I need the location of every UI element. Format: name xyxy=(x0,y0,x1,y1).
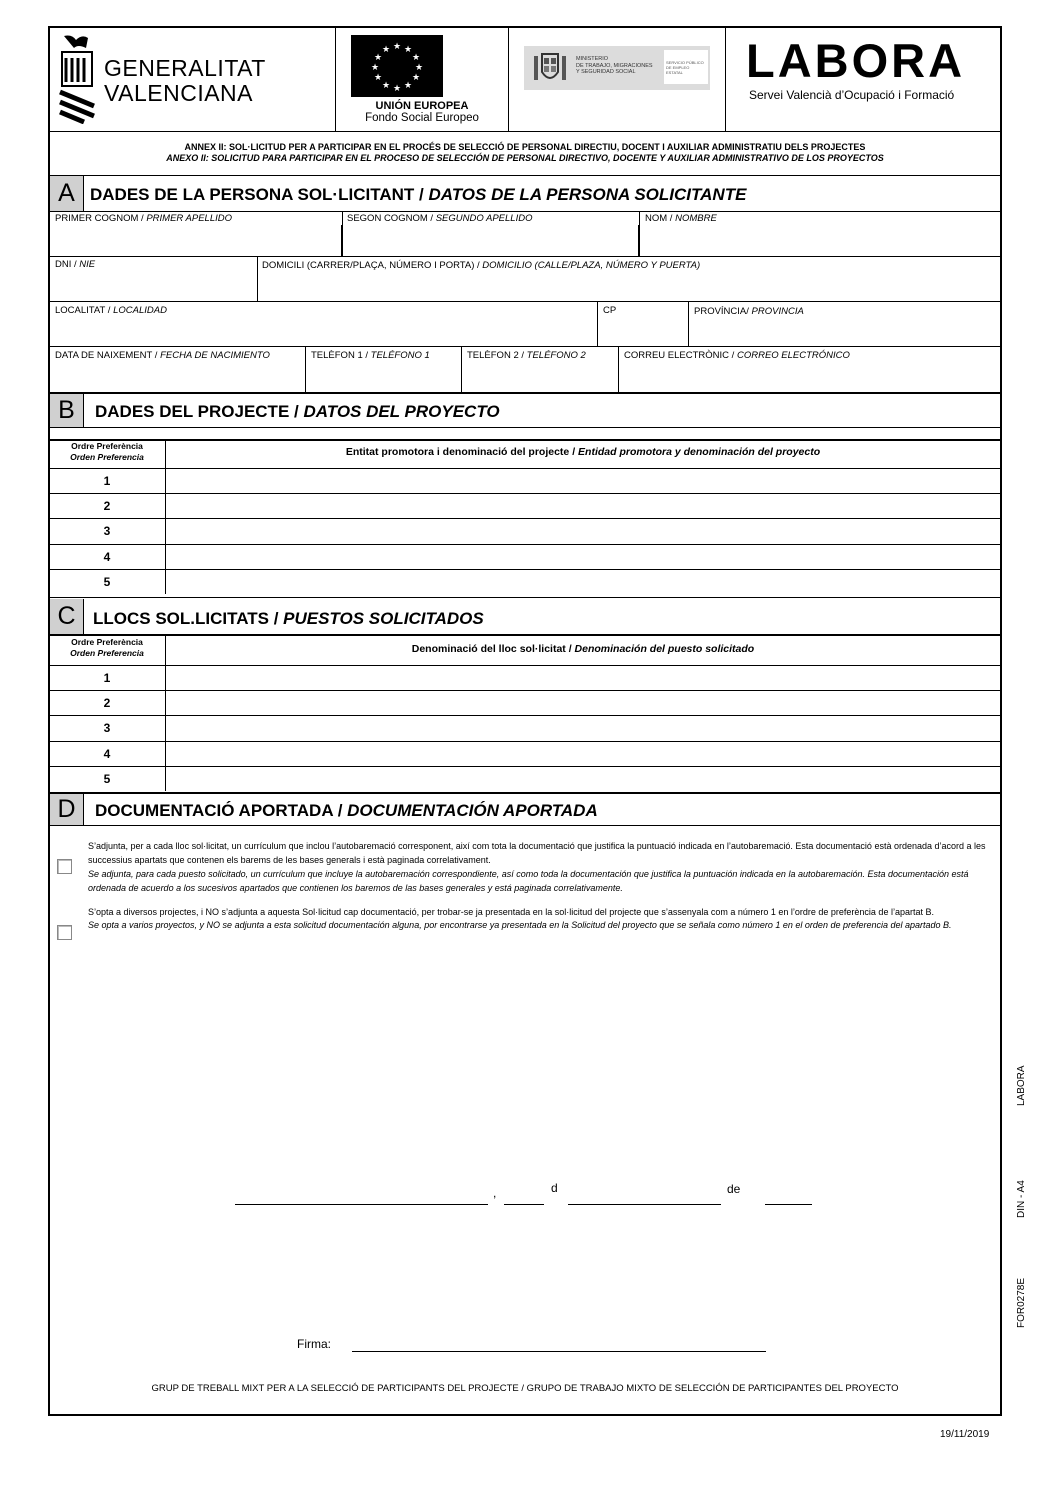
row-order-number: 4 xyxy=(103,746,111,761)
header-divider xyxy=(335,26,336,131)
sepe-line1: SERVICIO PÚBLICO xyxy=(666,60,704,65)
labora-title: LABORA xyxy=(746,34,966,87)
table-row-field[interactable] xyxy=(166,666,1000,690)
labora-subtitle: Servei Valencià d’Ocupació i Formació xyxy=(749,88,955,102)
table-row-field[interactable] xyxy=(166,469,1000,493)
annex-title-es: ANEXO II: SOLICITUD PARA PARTICIPAR EN EL PROCESO DE SELECCIÓN DE PERSONAL DIRECTIVO, DOCENTE Y AUXILIAR ADMINISTRATIVO DE LOS PROYECTOS xyxy=(166,153,884,163)
label-apellido2: SEGON COGNOM / SEGUNDO APELLIDO xyxy=(347,213,533,224)
row-order-number: 2 xyxy=(103,696,111,711)
label-email: CORREU ELECTRÒNIC / CORREO ELECTRÓNICO xyxy=(624,350,850,361)
provincia-field[interactable] xyxy=(688,320,1000,347)
svg-text:★: ★ xyxy=(373,53,383,63)
domicilio-field[interactable] xyxy=(257,275,1000,302)
cell-divider xyxy=(461,347,462,392)
signature-place-field[interactable] xyxy=(235,1190,488,1205)
svg-text:★: ★ xyxy=(381,45,391,55)
svg-text:★: ★ xyxy=(370,63,380,73)
label-nacimiento: DATA DE NAIXEMENT / FECHA DE NACIMIENTO xyxy=(55,350,270,361)
header-divider xyxy=(725,26,726,131)
section-d-letter: D xyxy=(50,794,84,825)
generalitat-crest-icon xyxy=(56,34,100,124)
signature-d-label: d xyxy=(551,1181,558,1195)
label-localidad: LOCALITAT / LOCALIDAD xyxy=(55,305,167,316)
cell-divider xyxy=(688,302,689,347)
table-b-col-header: Entitat promotora i denominació del projecte / Entidad promotora y denominación del proyecto xyxy=(345,446,821,458)
doc-option1-text: S’adjunta, per a cada lloc sol·licitat, un currículum que inclou l’autobaremació corresponent, així com tota la documentació que justifica la puntuació indicada en l’autobaremació. Esta documentació està ordenada d’acord a les successius apartats que contenen els barems de les bases generals i està paginada correlativament. Se adjunta, para cada puesto solicitado, un currículum que incluye la autobaremación correspondiente, así como toda la documentación que justifica la puntuación indicada en la autobaremación. Esta documentación está ordenada de acuerdo a los sucesivos apartados que contienen los baremos de las bases generales y está paginada correlativamente. xyxy=(88,841,986,893)
gv-name-line2: VALENCIANA xyxy=(104,80,254,106)
table-c-col-header: Denominació del lloc sol·licitat / Denominación del puesto solicitado xyxy=(411,643,755,655)
side-paper-size: DIN - A4 xyxy=(1016,1180,1027,1218)
annex-title-val: ANNEX II: SOL·LICITUD PER A PARTICIPAR EN EL PROCÉS DE SELECCIÓ DE PERSONAL DIRECTIU, DOCENT I AUXILIAR ADMINISTRATIU DELS PROJECTES xyxy=(184,142,866,152)
section-c-title: LLOCS SOL.LICITATS / PUESTOS SOLICITADOS xyxy=(93,609,484,628)
label-domicilio: DOMICILI (CARRER/PLAÇA, NÚMERO I PORTA) / DOMICILIO (CALLE/PLAZA, NÚMERO Y PUERTA) xyxy=(262,260,701,271)
cell-divider xyxy=(342,211,343,257)
row-order-number: 3 xyxy=(103,721,111,736)
signature-de-label: de xyxy=(727,1182,741,1196)
header-bottom-line xyxy=(48,131,1002,132)
gv-name-line1: GENERALITAT xyxy=(104,55,266,81)
svg-text:★: ★ xyxy=(403,45,413,55)
label-tel2: TELÈFON 2 / TELÉFONO 2 xyxy=(467,350,586,361)
table-row-field[interactable] xyxy=(166,570,1000,594)
table-row-field[interactable] xyxy=(166,519,1000,543)
doc-option1-checkbox[interactable] xyxy=(57,859,72,874)
svg-text:★: ★ xyxy=(411,53,421,63)
row-order-number: 3 xyxy=(103,524,111,539)
signature-month-field[interactable] xyxy=(568,1190,721,1205)
section-b-letter: B xyxy=(50,394,84,427)
table-c-order-val: Ordre Preferència xyxy=(71,637,143,647)
svg-text:★: ★ xyxy=(381,81,391,91)
email-field[interactable] xyxy=(619,362,1000,392)
row-order-number: 1 xyxy=(103,474,111,488)
table-row-field[interactable] xyxy=(166,767,1000,791)
table-c-order-es: Orden Preferencia xyxy=(70,648,144,658)
apellido1-field[interactable] xyxy=(50,225,342,257)
table-row-field[interactable] xyxy=(166,545,1000,569)
svg-text:★: ★ xyxy=(414,63,424,73)
label-nombre: NOM / NOMBRE xyxy=(645,213,717,224)
section-c-letter: C xyxy=(50,599,84,634)
row-order-number: 5 xyxy=(103,771,111,786)
row-order-number: 4 xyxy=(103,549,111,564)
ministry-line2: DE TRABAJO, MIGRACIONES xyxy=(576,62,653,69)
label-provincia: PROVÍNCIA/ PROVINCIA xyxy=(694,306,804,317)
section-b-top-line xyxy=(48,392,1002,394)
apellido2-field[interactable] xyxy=(342,225,639,257)
dni-field[interactable] xyxy=(50,271,257,302)
section-a-letter: A xyxy=(50,176,84,211)
row-order-number: 2 xyxy=(103,499,111,514)
firma-field[interactable] xyxy=(352,1337,766,1352)
eu-label: UNIÓN EUROPEA xyxy=(375,100,469,112)
section-d-title: DOCUMENTACIÓ APORTADA / DOCUMENTACIÓN APORTADA xyxy=(95,801,598,820)
section-c-top-line xyxy=(48,597,1002,598)
label-tel1: TELÈFON 1 / TELÉFONO 1 xyxy=(311,350,430,361)
cell-divider xyxy=(639,211,640,257)
section-b-header-line xyxy=(48,427,1002,428)
signature-year-field[interactable] xyxy=(765,1190,812,1205)
label-cp: CP xyxy=(603,305,617,316)
table-row-field[interactable] xyxy=(166,742,1000,766)
spain-crest-icon xyxy=(532,50,568,86)
signature-day-field[interactable] xyxy=(504,1190,544,1205)
footer-date: 19/11/2019 xyxy=(940,1429,990,1440)
footer-group-text: GRUP DE TREBALL MIXT PER A LA SELECCIÓ DE PARTICIPANTS DEL PROJECTE / GRUPO DE TRABAJO MIXTO DE SELECCIÓN DE PARTICIPANTES DEL PROYECTO xyxy=(151,1383,899,1394)
section-a-title: DADES DE LA PERSONA SOL·LICITANT / DATOS DE LA PERSONA SOLICITANTE xyxy=(90,185,747,204)
table-row-field[interactable] xyxy=(166,691,1000,715)
cell-divider xyxy=(305,347,306,392)
svg-text:★: ★ xyxy=(411,73,421,83)
row-order-number: 5 xyxy=(103,574,111,589)
table-b-order-val: Ordre Preferència xyxy=(71,441,143,451)
svg-text:★: ★ xyxy=(392,42,402,52)
doc-option2-checkbox[interactable] xyxy=(57,925,72,940)
tel2-field[interactable] xyxy=(462,362,618,392)
table-b-top-line xyxy=(48,439,1002,441)
side-form-code: FOR0278E xyxy=(1016,1277,1027,1328)
cell-divider xyxy=(618,347,619,392)
eu-fund-label: Fondo Social Europeo xyxy=(365,112,479,124)
tel1-field[interactable] xyxy=(306,362,461,392)
cell-divider xyxy=(597,302,598,347)
label-apellido1: PRIMER COGNOM / PRIMER APELLIDO xyxy=(55,213,233,224)
section-a-top-line xyxy=(48,175,1002,176)
nacimiento-field[interactable] xyxy=(50,362,305,392)
side-brand: LABORA xyxy=(1016,1065,1027,1106)
ministry-line3: Y SEGURIDAD SOCIAL xyxy=(576,69,636,75)
cp-field[interactable] xyxy=(597,318,688,347)
table-row-field[interactable] xyxy=(166,716,1000,740)
nombre-field[interactable] xyxy=(639,225,1000,257)
table-b-order-es: Orden Preferencia xyxy=(70,452,144,462)
generalitat-logo xyxy=(56,34,100,124)
svg-text:★: ★ xyxy=(392,84,402,94)
section-c-header-line xyxy=(48,634,1002,636)
header-divider xyxy=(508,26,509,131)
cell-divider xyxy=(257,257,258,302)
signature-comma: , xyxy=(493,1186,497,1200)
svg-text:★: ★ xyxy=(403,81,413,91)
section-d-top-line xyxy=(48,792,1002,794)
section-a-header-line xyxy=(48,211,1002,212)
label-dni: DNI / NIE xyxy=(55,259,96,270)
row-order-number: 1 xyxy=(103,671,111,685)
sepe-line2: DE EMPLEO ESTATAL xyxy=(666,65,690,75)
section-d-header-line xyxy=(48,825,1002,826)
svg-text:★: ★ xyxy=(373,73,383,83)
firma-label: Firma: xyxy=(297,1337,331,1351)
table-row-field[interactable] xyxy=(166,494,1000,518)
section-b-title: DADES DEL PROJECTE / DATOS DEL PROYECTO xyxy=(95,402,500,421)
eu-flag-icon xyxy=(351,35,443,97)
doc-option2-text: S’opta a diversos projectes, i NO s’adjunta a aquesta Sol·licitud cap documentació, per trobar-se ja presentada en la sol·licitud del projecte que s’assenyala com a número 1 en l’ordre de preferència de l’apartat B. Se opta a varios proyectos, y NO se adjunta a esta solicitud documentación alguna, por encontrarse ya presentada en la Solicitud del proyecto que se señala como número 1 en el orden de preferencia del apartado B. xyxy=(88,907,952,930)
localidad-field[interactable] xyxy=(50,318,597,347)
ministry-line1: MINISTERIO xyxy=(576,56,609,62)
